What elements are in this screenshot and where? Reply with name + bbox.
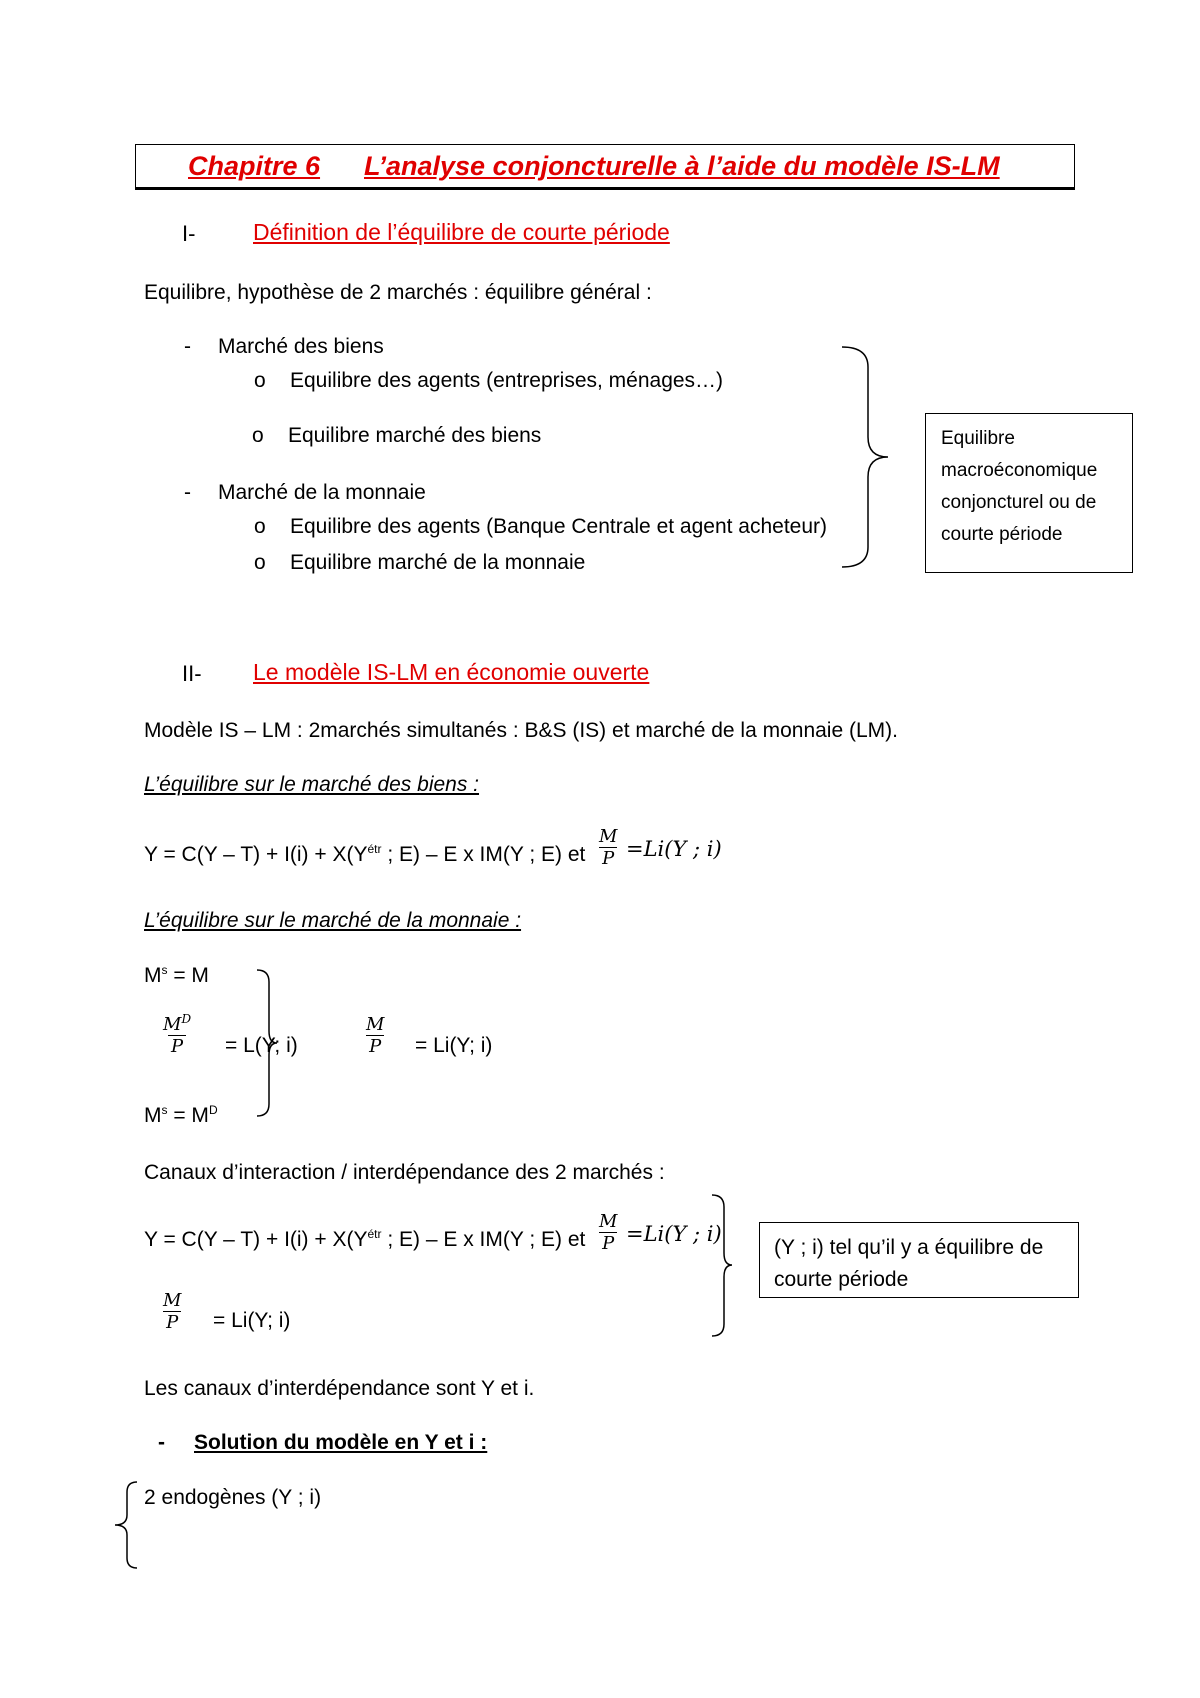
market-money-item-1: Equilibre des agents (Banque Centrale et agent acheteur) [290,515,828,538]
lm-liquidity-rhs: =Li(Y ; i) [626,837,722,861]
market-money-item-2: Equilibre marché de la monnaie [290,551,586,574]
equilibrium-condition: $M^s = M^D$ [144,1103,218,1127]
circle-bullet: o [252,424,264,447]
section2-intro: Modèle IS – LM : 2marchés simultanés : B&S (IS) et marché de la monnaie (LM). [144,719,898,742]
market-goods-label: Marché des biens [218,335,384,358]
section2-number: II- [182,661,202,686]
dash-bullet: - [184,335,191,358]
section1-heading: Définition de l’équilibre de courte période [253,219,670,245]
note-line: courte période [941,524,1063,545]
circle-bullet: o [254,515,266,538]
channels-heading: Canaux d’interaction / interdépendance des 2 marchés : [144,1161,665,1184]
note-line: conjoncturel ou de [941,492,1097,513]
chapter-title-box [135,144,1075,188]
note-line: macroéconomique [941,460,1098,481]
chapter-number: Chapitre 6 [188,151,321,181]
note-line: Equilibre [941,428,1015,449]
result-line: courte période [774,1268,909,1291]
section1-intro: Equilibre, hypothèse de 2 marchés : équilibre général : [144,281,652,304]
lm-liquidity-rhs: =Li(Y ; i) [626,1222,722,1246]
equilibrium-note-box [925,413,1133,573]
circle-bullet: o [254,551,266,574]
money-market-heading: L’équilibre sur le marché de la monnaie : [144,909,522,932]
liquidity-rhs: = Li(Y; i) [213,1309,291,1332]
result-line: (Y ; i) tel qu’il y a équilibre de [774,1236,1044,1259]
m-over-p-fraction: $\frac{M}{P}$ [599,826,618,869]
chapter-title: L’analyse conjoncturelle à l’aide du modèle IS-LM [364,151,1000,181]
money-supply-equation: $M^s = M$ [144,963,209,987]
is-equation: $Y = C(Y - T) + I(i) + X(Y^{étr}$ ; E) – E x IM(Y ; E) et [144,842,586,866]
dash-bullet: - [184,481,191,504]
m-over-p-fraction: $\frac{M}{P}$ [163,1290,182,1333]
section2-heading: Le modèle IS-LM en économie ouverte [253,659,650,685]
result-box [759,1222,1079,1298]
market-goods-item-1: Equilibre des agents (entreprises, ménages…) [290,369,724,392]
liquidity-rhs: = Li(Y; i) [415,1034,493,1057]
circle-bullet: o [254,369,266,392]
market-goods-item-2: Equilibre marché des biens [288,424,542,447]
market-money-label: Marché de la monnaie [218,481,426,504]
md-over-p-fraction: $\frac{M^D}{P}$ [163,1012,192,1057]
right-brace-icon [255,968,279,1118]
left-brace-icon [113,1480,139,1570]
solution-heading: Solution du modèle en Y et i : [194,1431,488,1454]
money-demand-rhs: = L(Y; i) [225,1034,298,1057]
is-equation: $Y = C(Y - T) + I(i) + X(Y^{étr}$ ; E) – E x IM(Y ; E) et [144,1227,586,1251]
m-over-p-fraction: $\frac{M}{P}$ [366,1014,385,1057]
channels-text: Les canaux d’interdépendance sont Y et i. [144,1377,535,1400]
goods-market-heading: L’équilibre sur le marché des biens : [144,773,480,796]
dash-bullet: - [158,1431,165,1454]
m-over-p-fraction: $\frac{M}{P}$ [599,1211,618,1254]
right-brace-icon [710,1193,734,1338]
section1-number: I- [182,221,196,246]
right-brace-icon [840,345,890,570]
endogenous-text: 2 endogènes (Y ; i) [144,1486,322,1509]
